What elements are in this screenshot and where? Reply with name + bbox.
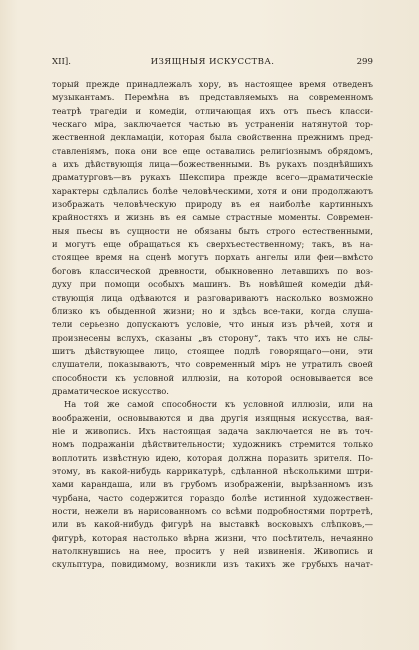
text-line: натолкнувшись на нее, проситъ у ней извиненiя. Живопись и [52,546,373,557]
text-line: торый прежде принадлежалъ хору, въ настоящее время отведенъ [52,79,373,89]
text-line: ческаго мiра, заключается частью въ устраненiи натянутой тор- [52,119,373,130]
text-line: и могутъ еще обращаться къ сверхъестественному; такъ, въ на- [52,239,373,250]
paragraph-end-line: драматическое искусство. [52,385,169,396]
body-text [52,78,373,572]
text-line: скульптура, повидимому, возникли изъ такихъ же грубыхъ начат- [52,559,373,570]
text-line: близко къ обыденной жизни; но и здѣсь все-таки, когда слуша- [52,305,373,316]
text-line: фигурѣ, которая настолько вѣрна жизни, что посѣтитель, нечаянно [52,532,373,543]
text-line: ности, нежели въ нарисованномъ со всѣми подробностями портретѣ, [52,506,373,516]
text-line: воображенiи, основываются и два другiя изящныя искусства, вая- [52,412,373,423]
text-line: произнесены вслухъ, сказаны „въ сторону“, такъ что ихъ не слы- [52,332,373,343]
text-line: музыкантамъ. Перемѣна въ представляемыхъ на современномъ [52,92,373,103]
text-line: ставленiямъ, пока они все еще оставались религiознымъ обрядомъ, [52,145,373,156]
text-line: шитъ дѣйствующее лицо, стоящее подлѣ говорящаго—они, эти [52,345,373,356]
running-header [52,56,373,68]
text-line: ствующiя лица одѣваются и разговариваютъ насколько возможно [52,292,373,303]
text-line: нiе и живопись. Ихъ настоящая задача заключается не въ точ- [52,425,373,436]
text-line: театрѣ трагедiи и комедiи, отличающая ихъ отъ пьесъ класси- [52,105,373,116]
text-line: жественной декламацiи, которая была свойственна прежнимъ пред- [52,132,373,143]
text-line: характеры сдѣлались болѣе человѣческими, хотя и они продолжаютъ [52,185,373,196]
page-title: ИЗЯЩНЫЯ ИСКУССТВА. [150,57,275,67]
text-line: тели серьезно допускаютъ условiе, что иныя изъ рѣчей, хотя и [52,319,373,330]
text-line: воплотить извѣстную идею, которая должна поразить зрителя. По- [52,452,373,463]
text-line: стоящее время на сценѣ могутъ порхать ангелы или феи—вмѣсто [52,252,373,263]
text-line: ныя пьесы въ сущности не обязаны быть строго естественными, [52,225,373,236]
text-line: крайностяхъ и жизнь въ ея самые страстные моменты. Современ- [52,212,373,223]
text-line: боговъ классической древности, обыкновенно летавшихъ по воз- [52,265,373,276]
text-line: духу при помощи особыхъ машинъ. Въ новѣйшей комедiи дѣй- [52,279,373,290]
text-line: способности къ условной иллюзiи, на которой основывается все [52,372,373,383]
paragraph-start-line: На той же самой способности къ условной иллюзiи, или на [64,399,373,410]
text-line: чурбана, часто содержится гораздо болѣе истинной художествен- [52,492,373,503]
text-line: изображать человѣческую природу въ ея наиболѣе картинныхъ [52,199,373,210]
text-line: хами карандаша, или въ грубомъ изображенiи, вырѣзанномъ изъ [52,479,373,490]
text-line: слушатели, показываютъ, что современный мiръ не утратилъ своей [52,359,373,370]
text-line: драматурговъ—въ рукахъ Шекспира прежде всего—драматическiе [52,172,373,183]
text-line: или въ какой-нибудь фигурѣ на выставкѣ восковыхъ слѣпковъ,— [52,519,373,530]
text-line: а ихъ дѣйствующiя лица—божественными. Въ рукахъ позднѣйшихъ [52,159,373,170]
text-line: номъ подражанiи дѣйствительности; художникъ стремится только [52,439,373,450]
section-label: XII]. [52,57,71,67]
text-line: этому, въ какой-нибудь каррикатурѣ, сдѣланной нѣсколькими штри- [52,465,373,476]
page-number: 299 [356,57,373,67]
